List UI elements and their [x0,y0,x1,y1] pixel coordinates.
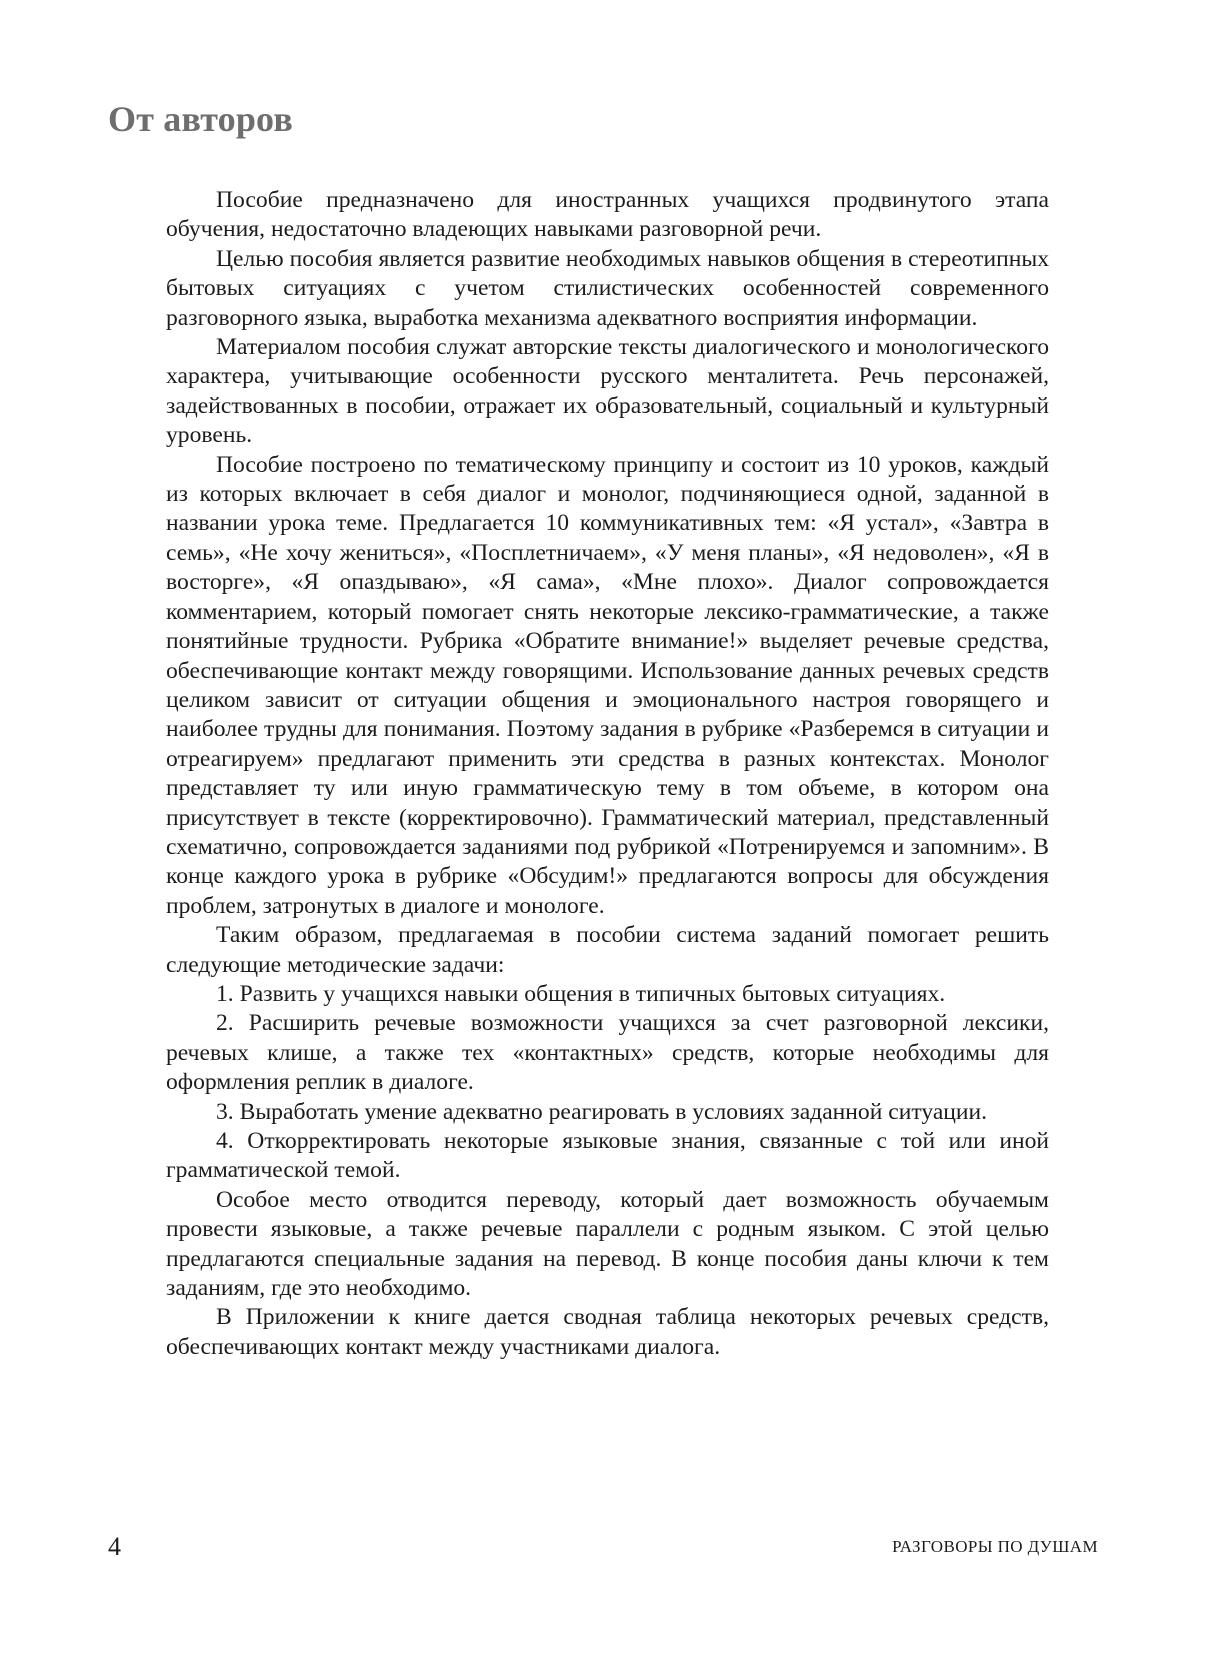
list-item: 1. Развить у учащихся навыки общения в типичных бытовых ситуациях. [216,980,946,1007]
body-text [166,186,1049,1362]
paragraph: Особое место отводится переводу, который дает возможность обучаемым провести языковые, а также речевые параллели с родным языком. С этой целью предлагаются специальные задания на перевод. В конце пособия даны ключи к тем заданиям, где это необходимо. [166,1186,1049,1302]
list-item: 2. Расширить речевые возможности учащихся за счет разговорной лексики, речевых клише, а также тех «контактных» средств, которые необходимы для оформления реплик в диалоге. [166,1010,1049,1096]
paragraph: Таким образом, предлагаемая в пособии система заданий помогает решить следующие методические задачи: [166,922,1049,978]
page-title: От авторов [108,99,294,139]
list-item: 4. Откорректировать некоторые языковые знания, связанные с той или иной грамматической темой. [166,1128,1049,1184]
paragraph: Целью пособия является развитие необходимых навыков общения в стереотипных бытовых ситуациях с учетом стилистических особенностей современного разговорного языка, выработка механизма адекватного восприятия информации. [166,245,1049,331]
paragraph: Пособие построено по тематическому принципу и состоит из 10 уроков, каждый из которых включает в себя диалог и монолог, подчиняющиеся одной, заданной в названии урока теме. Предлагается 10 коммуникативных тем: «Я устал», «Завтра в семь», «Не хочу жениться», «Посплетничаем», «У меня планы», «Я недоволен», «Я в восторге», «Я опаздываю», «Я сама», «Мне плохо». Диалог сопровождается комментарием, который помогает снять некоторые лексико-грамматические, а также понятийные трудности. Рубрика «Обратите внимание!» выделяет речевые средства, обеспечивающие контакт между говорящими. Использование данных речевых средств целиком зависит от ситуации общения и эмоционального настроя говорящего и наиболее трудны для понимания. Поэтому задания в рубрике «Разберемся в ситуации и отреагируем» предлагают применить эти средства в разных контекстах. Монолог представляет ту или иную грамматическую тему в том объеме, в котором она присутствует в тексте (корректировочно). Грамматический материал, представленный схематично, сопровождается заданиями под рубрикой «Потренируемся и запомним». В конце каждого урока в рубрике «Обсудим!» предлагаются вопросы для обсуждения проблем, затронутых в диалоге и монологе. [166,451,1049,919]
paragraph: Материалом пособия служат авторские тексты диалогического и монологического характера, учитывающие особенности русского менталитета. Речь персонажей, задействованных в пособии, отражает их образовательный, социальный и культурный уровень. [166,334,1049,449]
list-item: 3. Выработать умение адекватно реагировать в условиях заданной ситуации. [216,1098,988,1125]
page-number: 4 [108,1532,121,1561]
running-title: РАЗГОВОРЫ ПО ДУШАМ [892,1537,1098,1556]
paragraph: В Приложении к книге дается сводная таблица некоторых речевых средств, обеспечивающих контакт между участниками диалога. [166,1304,1049,1360]
paragraph: Пособие предназначено для иностранных учащихся продвинутого этапа обучения, недостаточно владеющих навыками разговорной речи. [166,187,1049,243]
